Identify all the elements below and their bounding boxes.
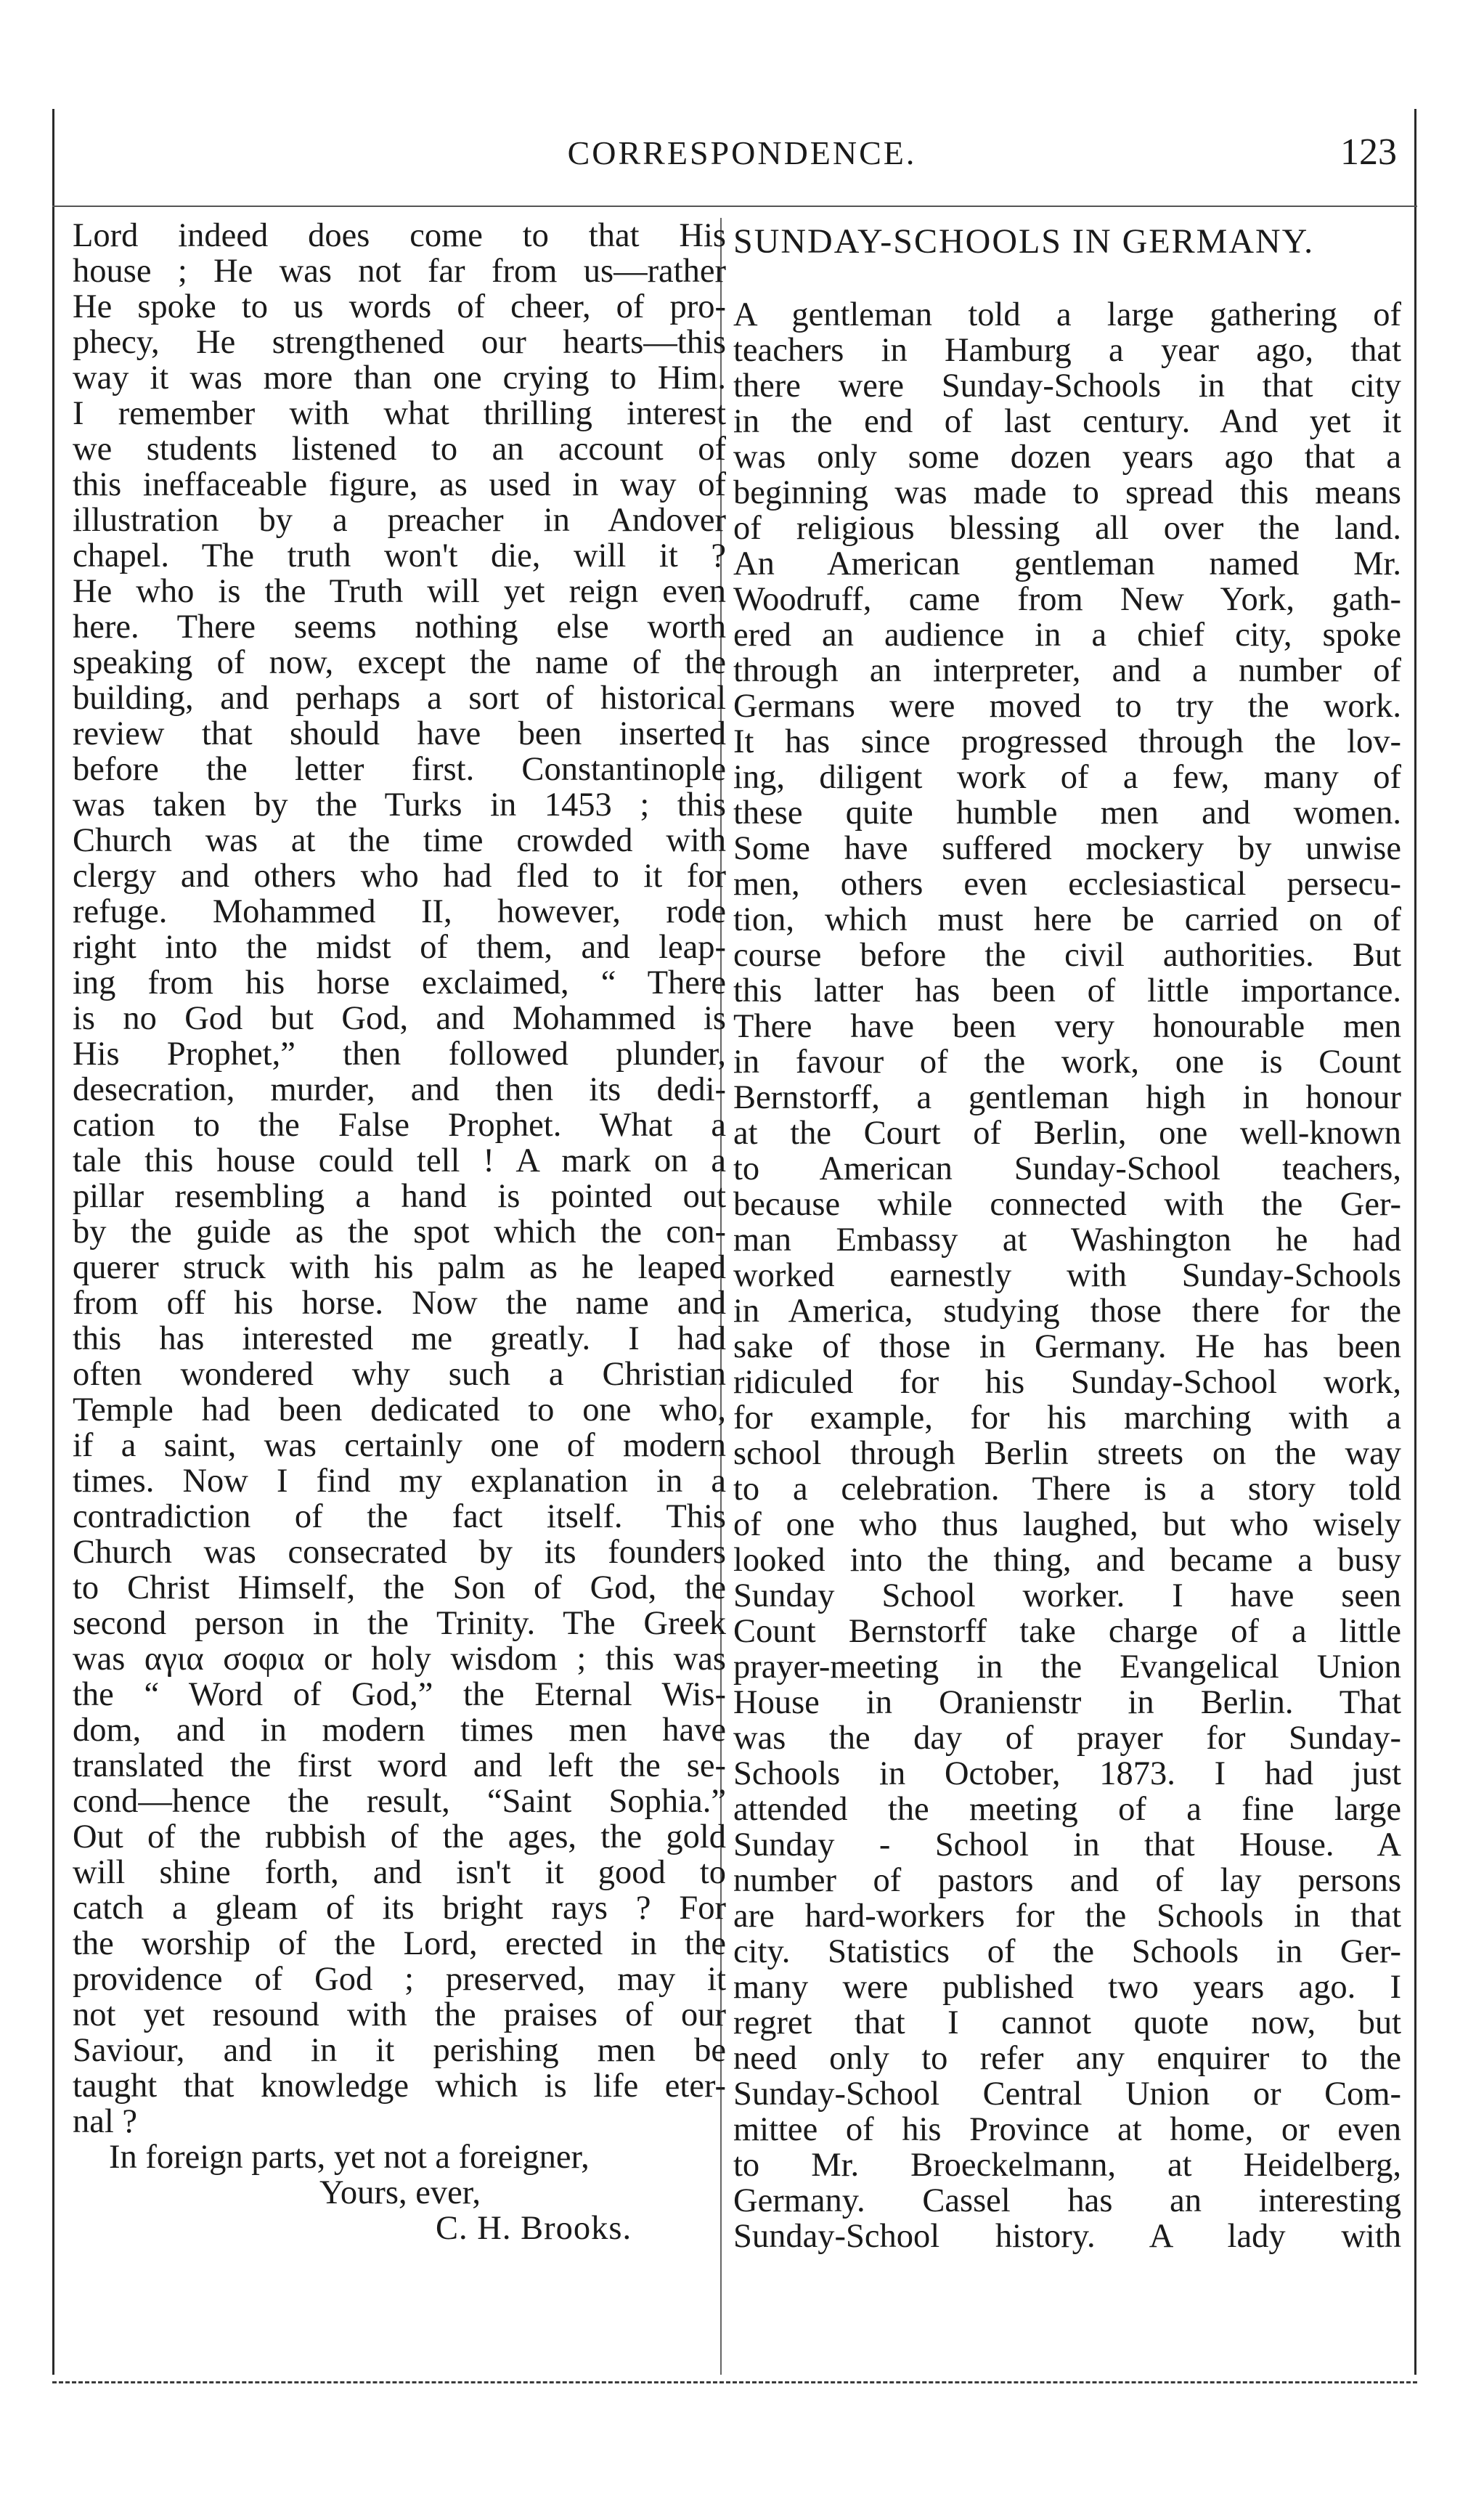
text-line: A gentleman told a large gathering of <box>733 296 1401 333</box>
text-line: through an interpreter, and a number of <box>733 652 1401 689</box>
text-line: before the letter first. Constantinople <box>73 751 726 788</box>
left-border-rule <box>52 109 54 2375</box>
closing-line: In foreign parts, yet not a foreigner, <box>109 2139 590 2176</box>
text-line: Sunday-School Central Union or Com- <box>733 2076 1401 2113</box>
text-line: will shine forth, and isn't it good to <box>73 1854 726 1891</box>
text-line: by the guide as the spot which the con- <box>73 1214 726 1251</box>
text-line: Saviour, and in it perishing men be <box>73 2032 726 2069</box>
text-line: He spoke to us words of cheer, of pro- <box>73 288 726 325</box>
text-line: right into the midst of them, and leap- <box>73 929 726 966</box>
text-line: translated the first word and left the se- <box>73 1747 726 1784</box>
text-line: number of pastors and of lay persons <box>733 1862 1401 1899</box>
text-line: here. There seems nothing else worth <box>73 609 726 646</box>
text-line: was taken by the Turks in 1453 ; this <box>73 786 726 824</box>
text-line: of religious blessing all over the land. <box>733 510 1401 547</box>
text-line: clergy and others who had fled to it for <box>73 858 726 895</box>
right-border-rule <box>1414 109 1416 2375</box>
text-line: need only to refer any enquirer to the <box>733 2040 1401 2077</box>
text-line: ered an audience in a chief city, spoke <box>733 617 1401 654</box>
running-title: CORRESPONDENCE. <box>567 134 917 171</box>
header-rule <box>52 206 1417 207</box>
article-title: SUNDAY-SCHOOLS IN GERMANY. <box>733 222 1315 261</box>
text-line: Sunday School worker. I have seen <box>733 1577 1401 1614</box>
text-line: this latter has been of little importance. <box>733 972 1401 1009</box>
text-line: Sunday-School history. A lady with <box>733 2218 1401 2255</box>
left-column <box>73 218 726 2246</box>
closing-valediction: Yours, ever, <box>319 2174 481 2211</box>
text-line: house ; He was not far from us—rather <box>73 253 726 290</box>
text-line: there were Sunday-Schools in that city <box>733 367 1401 405</box>
text-line: ing from his horse exclaimed, “ There <box>73 964 726 1001</box>
text-line: was the day of prayer for Sunday- <box>733 1720 1401 1757</box>
text-line: mittee of his Province at home, or even <box>733 2111 1401 2148</box>
text-line: taught that knowledge which is life eter- <box>73 2068 726 2105</box>
bottom-border-rule <box>52 2381 1417 2383</box>
text-line: Temple had been dedicated to one who, <box>73 1391 726 1428</box>
text-line: dom, and in modern times men have <box>73 1712 726 1749</box>
text-line: providence of God ; preserved, may it <box>73 1961 726 1998</box>
text-line: There have been very honourable men <box>733 1008 1401 1045</box>
text-line: chapel. The truth won't die, will it ? <box>73 537 726 574</box>
text-line: because while connected with the Ger- <box>733 1186 1401 1223</box>
text-line: second person in the Trinity. The Greek <box>73 1605 726 1642</box>
text-line: in favour of the work, one is Count <box>733 1044 1401 1081</box>
text-line: An American gentleman named Mr. <box>733 545 1401 582</box>
letter-closing <box>73 2139 726 2246</box>
text-line: review that should have been inserted <box>73 715 726 752</box>
text-line: querer struck with his palm as he leaped <box>73 1249 726 1286</box>
text-line: is no God but God, and Mohammed is <box>73 1000 726 1037</box>
text-line: It has since progressed through the lov- <box>733 723 1401 760</box>
text-line: to American Sunday-School teachers, <box>733 1150 1401 1187</box>
text-line: to Mr. Broeckelmann, at Heidelberg, <box>733 2147 1401 2184</box>
text-line: times. Now I find my explanation in a <box>73 1463 726 1500</box>
text-line: many were published two years ago. I <box>733 1969 1401 2006</box>
text-line: contradiction of the fact itself. This <box>73 1498 726 1535</box>
text-line: in the end of last century. And yet it <box>733 403 1401 440</box>
text-line: these quite humble men and women. <box>733 794 1401 832</box>
text-line: of one who thus laughed, but who wisely <box>733 1506 1401 1543</box>
text-line: this ineffaceable figure, as used in way of <box>73 466 726 503</box>
text-line: illustration by a preacher in Andover <box>73 502 726 539</box>
text-line: was only some dozen years ago that a <box>733 439 1401 476</box>
text-line: Out of the rubbish of the ages, the gold <box>73 1818 726 1855</box>
right-column-text <box>733 297 1401 2254</box>
text-line: to a celebration. There is a story told <box>733 1471 1401 1508</box>
text-line: prayer-meeting in the Evangelical Union <box>733 1649 1401 1686</box>
text-line: cond—hence the result, “Saint Sophia.” <box>73 1783 726 1820</box>
text-line: Germany. Cassel has an interesting <box>733 2182 1401 2219</box>
text-line: He who is the Truth will yet reign even <box>73 573 726 610</box>
text-line: House in Oranienstr in Berlin. That <box>733 1684 1401 1721</box>
text-line: Some have suffered mockery by unwise <box>733 830 1401 867</box>
text-line: men, others even ecclesiastical persecu- <box>733 866 1401 903</box>
text-line: ing, diligent work of a few, many of <box>733 759 1401 796</box>
text-line: Woodruff, came from New York, gath- <box>733 581 1401 618</box>
text-line: desecration, murder, and then its dedi- <box>73 1071 726 1108</box>
text-line: catch a gleam of its bright rays ? For <box>73 1890 726 1927</box>
text-line: phecy, He strengthened our hearts—this <box>73 324 726 361</box>
text-line: Schools in October, 1873. I had just <box>733 1755 1401 1792</box>
text-line: the “ Word of God,” the Eternal Wis- <box>73 1676 726 1713</box>
text-line: looked into the thing, and became a busy <box>733 1542 1401 1579</box>
text-line: often wondered why such a Christian <box>73 1356 726 1393</box>
text-line: pillar resembling a hand is pointed out <box>73 1178 726 1215</box>
text-line: to Christ Himself, the Son of God, the <box>73 1569 726 1606</box>
text-line: in America, studying those there for the <box>733 1293 1401 1330</box>
text-line: worked earnestly with Sunday-Schools <box>733 1257 1401 1294</box>
text-line: I remember with what thrilling interest <box>73 395 726 432</box>
text-line: sake of those in Germany. He has been <box>733 1328 1401 1365</box>
text-line: for example, for his marching with a <box>733 1399 1401 1436</box>
text-line: was αγια σοφια or holy wisdom ; this was <box>73 1641 726 1678</box>
text-line: refuge. Mohammed II, however, rode <box>73 893 726 930</box>
text-line: attended the meeting of a fine large <box>733 1791 1401 1828</box>
text-line: we students listened to an account of <box>73 431 726 468</box>
text-line: cation to the False Prophet. What a <box>73 1107 726 1144</box>
text-line: school through Berlin streets on the way <box>733 1435 1401 1472</box>
text-line: Germans were moved to try the work. <box>733 688 1401 725</box>
text-line: Sunday - School in that House. A <box>733 1826 1401 1863</box>
text-line: speaking of now, except the name of the <box>73 644 726 681</box>
text-line: regret that I cannot quote now, but <box>733 2004 1401 2041</box>
text-line: Church was consecrated by its founders <box>73 1534 726 1571</box>
text-line: Church was at the time crowded with <box>73 822 726 859</box>
text-line: teachers in Hamburg a year ago, that <box>733 332 1401 369</box>
text-line: Bernstorff, a gentleman high in honour <box>733 1079 1401 1116</box>
text-line: tale this house could tell ! A mark on a <box>73 1142 726 1179</box>
text-line: from off his horse. Now the name and <box>73 1285 726 1322</box>
text-line: His Prophet,” then followed plunder, <box>73 1036 726 1073</box>
page-number: 123 <box>1340 131 1397 173</box>
text-line: if a saint, was certainly one of modern <box>73 1427 726 1464</box>
text-line: course before the civil authorities. But <box>733 937 1401 974</box>
text-line: man Embassy at Washington he had <box>733 1221 1401 1259</box>
text-line: at the Court of Berlin, one well-known <box>733 1115 1401 1152</box>
text-line: way it was more than one crying to Him. <box>73 359 726 397</box>
text-line: Count Bernstorff take charge of a little <box>733 1613 1401 1650</box>
text-line: this has interested me greatly. I had <box>73 1320 726 1357</box>
left-column-text <box>73 218 726 2139</box>
signature: C. H. Brooks. <box>436 2210 632 2247</box>
text-line: Lord indeed does come to that His <box>73 217 726 254</box>
text-line: tion, which must here be carried on of <box>733 901 1401 938</box>
text-line: building, and perhaps a sort of historical <box>73 680 726 717</box>
text-line: nal ? <box>73 2103 138 2140</box>
text-line: are hard-workers for the Schools in that <box>733 1898 1401 1935</box>
text-line: not yet resound with the praises of our <box>73 1996 726 2033</box>
text-line: the worship of the Lord, erected in the <box>73 1925 726 1962</box>
text-line: ridiculed for his Sunday-School work, <box>733 1364 1401 1401</box>
text-line: city. Statistics of the Schools in Ger- <box>733 1933 1401 1970</box>
text-line: beginning was made to spread this means <box>733 474 1401 511</box>
right-column <box>733 218 1401 2254</box>
